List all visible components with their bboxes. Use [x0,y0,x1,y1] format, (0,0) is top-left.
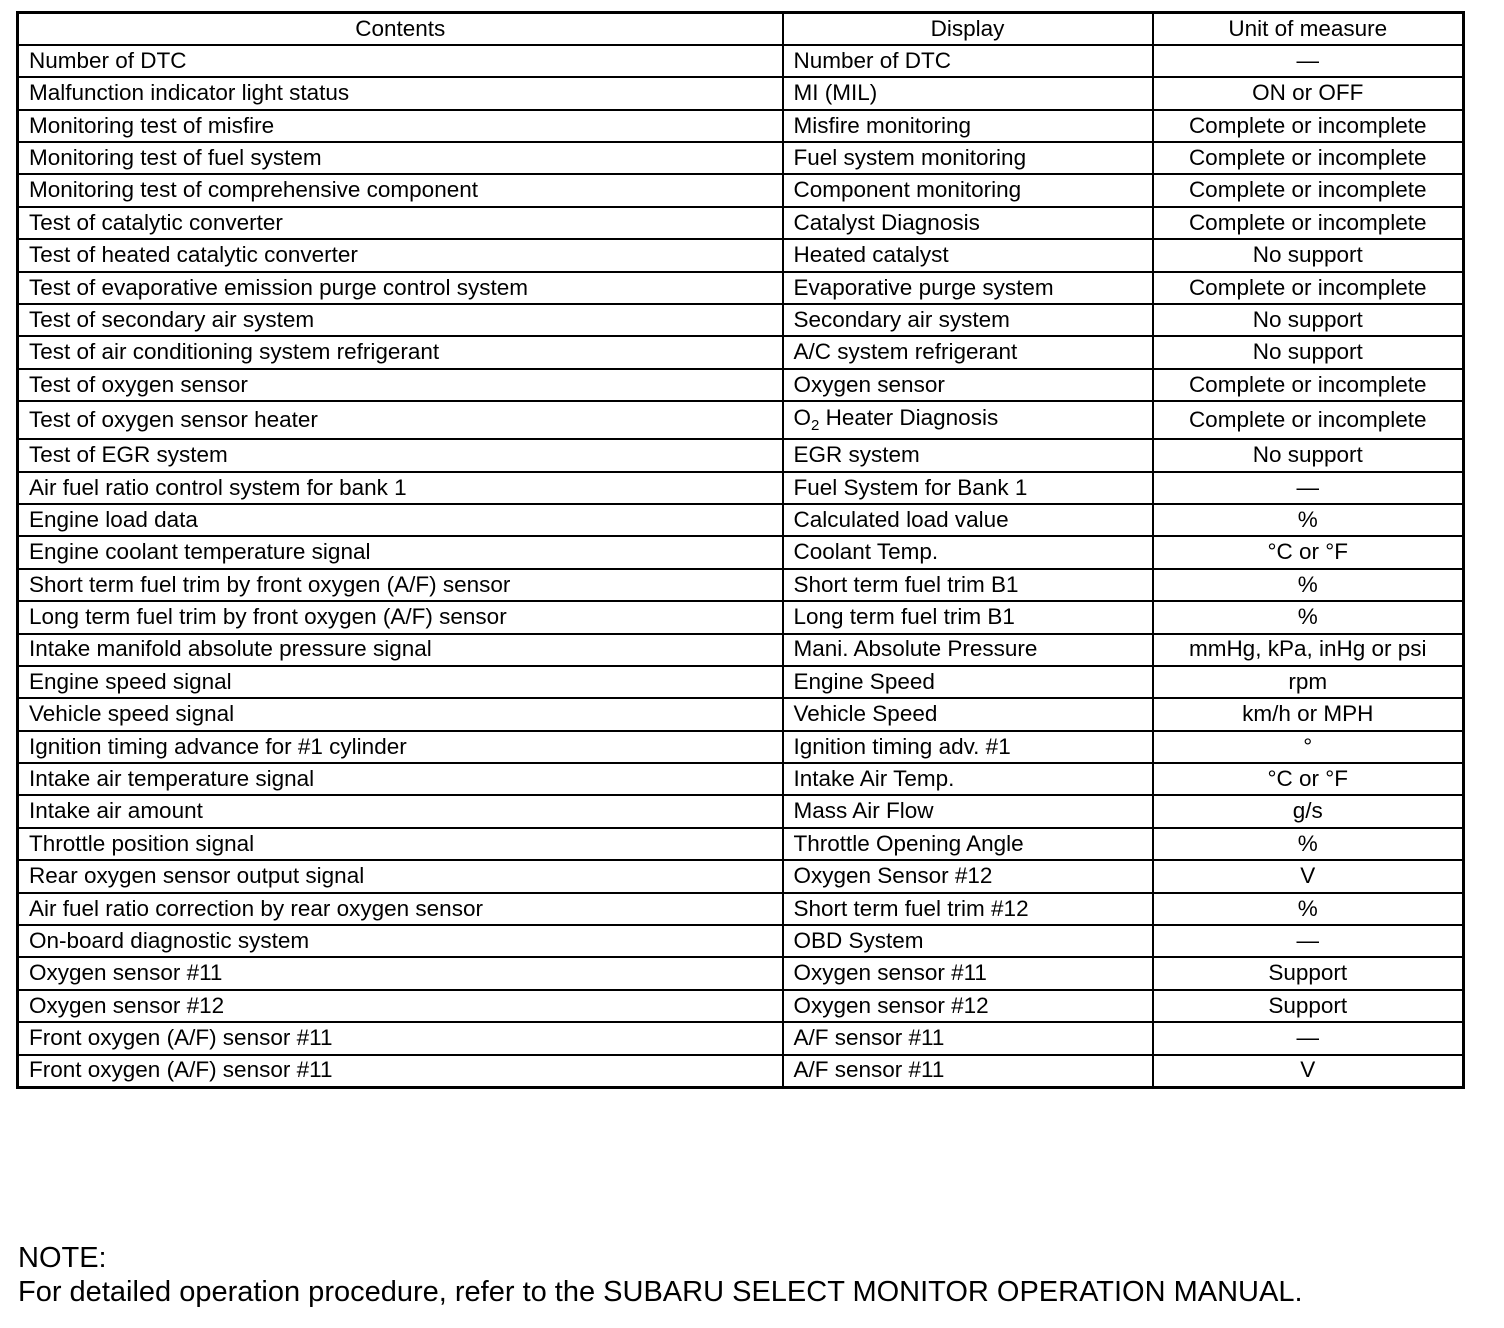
unit-cell: % [1153,504,1464,536]
note-text: For detailed operation procedure, refer to the SUBARU SELECT MONITOR OPERATION MANUAL. [18,1276,1303,1308]
display-cell: MI (MIL) [783,77,1153,109]
contents-cell: Front oxygen (A/F) sensor #11 [18,1055,783,1087]
contents-cell: Long term fuel trim by front oxygen (A/F) sensor [18,601,783,633]
contents-cell: Test of air conditioning system refrigerant [18,336,783,368]
contents-cell: Engine coolant temperature signal [18,536,783,568]
display-cell: Oxygen sensor #11 [783,957,1153,989]
display-cell-text: Heater Diagnosis [819,405,999,431]
contents-cell: Front oxygen (A/F) sensor #11 [18,1022,783,1054]
table-row [18,634,1464,666]
table-row [18,698,1464,730]
table-row [18,439,1464,471]
display-cell: Evaporative purge system [783,272,1153,304]
display-cell: Misfire monitoring [783,110,1153,142]
unit-cell: % [1153,569,1464,601]
note-title: NOTE: [18,1242,107,1274]
unit-cell: — [1153,925,1464,957]
contents-cell: Intake manifold absolute pressure signal [18,634,783,666]
table-row [18,272,1464,304]
table-row [18,925,1464,957]
table-row [18,472,1464,504]
display-cell: Secondary air system [783,304,1153,336]
table-row [18,304,1464,336]
display-cell: Mani. Absolute Pressure [783,634,1153,666]
contents-cell: Test of catalytic converter [18,207,783,239]
table-row [18,731,1464,763]
contents-cell: Short term fuel trim by front oxygen (A/F) sensor [18,569,783,601]
display-cell: Short term fuel trim B1 [783,569,1153,601]
contents-cell: Test of evaporative emission purge control system [18,272,783,304]
contents-cell: Test of secondary air system [18,304,783,336]
display-cell [783,401,1153,439]
table-row [18,174,1464,206]
display-column-header: Display [783,13,1153,45]
unit-cell: V [1153,860,1464,892]
contents-cell: Intake air temperature signal [18,763,783,795]
display-cell: Number of DTC [783,45,1153,77]
unit-cell: No support [1153,336,1464,368]
display-cell: A/F sensor #11 [783,1055,1153,1087]
table-row [18,893,1464,925]
table-row [18,569,1464,601]
display-cell: Catalyst Diagnosis [783,207,1153,239]
contents-cell: Test of oxygen sensor heater [18,401,783,439]
unit-cell: No support [1153,304,1464,336]
contents-cell: Air fuel ratio control system for bank 1 [18,472,783,504]
table-row [18,990,1464,1022]
unit-cell: V [1153,1055,1464,1087]
contents-cell: Monitoring test of misfire [18,110,783,142]
display-cell: Intake Air Temp. [783,763,1153,795]
unit-cell: mmHg, kPa, inHg or psi [1153,634,1464,666]
contents-cell: Malfunction indicator light status [18,77,783,109]
contents-cell: Air fuel ratio correction by rear oxygen sensor [18,893,783,925]
display-cell: Heated catalyst [783,239,1153,271]
table-row [18,860,1464,892]
unit-cell: % [1153,601,1464,633]
display-cell: Oxygen sensor #12 [783,990,1153,1022]
o2-symbol: O [793,405,812,431]
table-row [18,795,1464,827]
table-row [18,142,1464,174]
unit-cell: ON or OFF [1153,77,1464,109]
display-cell: Ignition timing adv. #1 [783,731,1153,763]
unit-cell: Complete or incomplete [1153,369,1464,401]
display-cell: Fuel system monitoring [783,142,1153,174]
contents-cell: Throttle position signal [18,828,783,860]
unit-cell: °C or °F [1153,763,1464,795]
display-cell: OBD System [783,925,1153,957]
table-row [18,110,1464,142]
contents-column-header: Contents [18,13,783,45]
unit-cell: km/h or MPH [1153,698,1464,730]
table-row [18,369,1464,401]
unit-cell: Complete or incomplete [1153,142,1464,174]
unit-cell: Complete or incomplete [1153,174,1464,206]
unit-cell: Support [1153,990,1464,1022]
note-section [18,1241,1303,1309]
display-cell: Coolant Temp. [783,536,1153,568]
o2-subscript: 2 [811,417,820,435]
display-cell: A/C system refrigerant [783,336,1153,368]
unit-column-header: Unit of measure [1153,13,1464,45]
contents-cell: Monitoring test of fuel system [18,142,783,174]
unit-cell: No support [1153,239,1464,271]
display-cell: Oxygen Sensor #12 [783,860,1153,892]
table-row [18,601,1464,633]
table-row [18,1055,1464,1087]
unit-cell: Complete or incomplete [1153,207,1464,239]
table-row [18,957,1464,989]
display-cell: Vehicle Speed [783,698,1153,730]
display-cell: Oxygen sensor [783,369,1153,401]
display-cell: Long term fuel trim B1 [783,601,1153,633]
table-row [18,763,1464,795]
contents-cell: Vehicle speed signal [18,698,783,730]
contents-cell: Test of EGR system [18,439,783,471]
unit-cell: ° [1153,731,1464,763]
display-cell: Throttle Opening Angle [783,828,1153,860]
table-row [18,77,1464,109]
unit-cell: — [1153,1022,1464,1054]
contents-cell: Engine load data [18,504,783,536]
table-row [18,239,1464,271]
display-cell: Engine Speed [783,666,1153,698]
display-cell: A/F sensor #11 [783,1022,1153,1054]
unit-cell: — [1153,45,1464,77]
table-row [18,401,1464,439]
unit-cell: No support [1153,439,1464,471]
select-monitor-data-table [16,11,1465,1089]
table-row [18,504,1464,536]
unit-cell: — [1153,472,1464,504]
contents-cell: Rear oxygen sensor output signal [18,860,783,892]
contents-cell: Oxygen sensor #11 [18,957,783,989]
table-row [18,828,1464,860]
unit-cell: % [1153,828,1464,860]
table-row [18,45,1464,77]
table-row [18,336,1464,368]
unit-cell: °C or °F [1153,536,1464,568]
unit-cell: Support [1153,957,1464,989]
table-row [18,207,1464,239]
contents-cell: Intake air amount [18,795,783,827]
display-cell: Mass Air Flow [783,795,1153,827]
table-row [18,536,1464,568]
table-row [18,666,1464,698]
contents-cell: Oxygen sensor #12 [18,990,783,1022]
table-row [18,1022,1464,1054]
contents-cell: On-board diagnostic system [18,925,783,957]
unit-cell: Complete or incomplete [1153,110,1464,142]
display-cell: EGR system [783,439,1153,471]
display-cell: Fuel System for Bank 1 [783,472,1153,504]
unit-cell: Complete or incomplete [1153,272,1464,304]
unit-cell: rpm [1153,666,1464,698]
contents-cell: Monitoring test of comprehensive component [18,174,783,206]
display-cell: Component monitoring [783,174,1153,206]
contents-cell: Ignition timing advance for #1 cylinder [18,731,783,763]
contents-cell: Number of DTC [18,45,783,77]
contents-cell: Engine speed signal [18,666,783,698]
contents-cell: Test of heated catalytic converter [18,239,783,271]
unit-cell: % [1153,893,1464,925]
table-header-row [18,13,1464,45]
display-cell: Calculated load value [783,504,1153,536]
unit-cell: Complete or incomplete [1153,401,1464,439]
unit-cell: g/s [1153,795,1464,827]
contents-cell: Test of oxygen sensor [18,369,783,401]
display-cell: Short term fuel trim #12 [783,893,1153,925]
